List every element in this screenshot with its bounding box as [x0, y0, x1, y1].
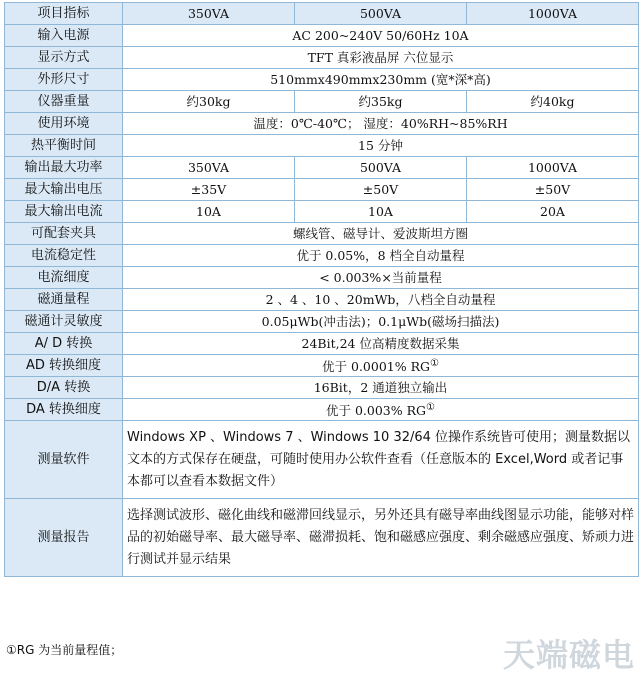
row-value: [123, 245, 639, 267]
model-350va-header: 350VA: [123, 3, 295, 25]
row-value-text: 优于 0.003% RG: [326, 403, 427, 419]
row-value-text: 2 、4 、10 、20mWb，八档全自动量程: [265, 291, 496, 307]
software-text: Windows XP 、Windows 7 、Windows 10 32/64 位操作系统皆可使用；测量数据以文本的方式保存在硬盘，可随时使用办公软件查看（任意版本的 Excel,Word 或者记事本都可以查看本数据文件）: [123, 421, 639, 499]
row-label: 测量软件: [5, 421, 123, 499]
row-label: 外形尺寸: [5, 69, 123, 91]
table-row: [5, 289, 639, 311]
row-value: [123, 267, 639, 289]
table-row: [5, 311, 639, 333]
row-value-text: < 0.003%×当前量程: [319, 269, 442, 285]
row-value-text: 优于 0.0001% RG: [322, 359, 430, 375]
row-value: [123, 355, 639, 377]
table-row: [5, 355, 639, 377]
table-row: [5, 25, 639, 47]
row-label: 磁通量程: [5, 289, 123, 311]
row-value: 10A: [123, 201, 295, 223]
footnote-mark: ①: [430, 357, 439, 369]
row-label: 电流细度: [5, 267, 123, 289]
row-value: [123, 223, 639, 245]
row-label: D/A 转换: [5, 377, 123, 399]
row-value: 20A: [467, 201, 639, 223]
table-row: [5, 201, 639, 223]
model-1000va-header: 1000VA: [467, 3, 639, 25]
table-row: [5, 179, 639, 201]
row-value: [123, 399, 639, 421]
row-label: 可配套夹具: [5, 223, 123, 245]
table-row: [5, 333, 639, 355]
row-value: 约30kg: [123, 91, 295, 113]
table-row: [5, 91, 639, 113]
row-value-text: 温度：0℃-40℃； 湿度：40%RH~85%RH: [253, 115, 508, 131]
row-label: A/ D 转换: [5, 333, 123, 355]
row-label: 显示方式: [5, 47, 123, 69]
row-value: 1000VA: [467, 157, 639, 179]
row-label: 使用环境: [5, 113, 123, 135]
row-label: 最大输出电压: [5, 179, 123, 201]
row-label: 输入电源: [5, 25, 123, 47]
row-value: [123, 47, 639, 69]
row-value: 350VA: [123, 157, 295, 179]
table-row: [5, 69, 639, 91]
row-value: [123, 25, 639, 47]
table-header-row: [5, 3, 639, 25]
row-value: ±35V: [123, 179, 295, 201]
row-value-text: 15 分钟: [358, 137, 403, 153]
row-value: 约35kg: [295, 91, 467, 113]
row-value: [123, 333, 639, 355]
row-label: 电流稳定性: [5, 245, 123, 267]
table-row: [5, 223, 639, 245]
software-row: [5, 421, 639, 499]
row-value: 约40kg: [467, 91, 639, 113]
row-value-text: 螺线管、磁导计、爱波斯坦方圈: [292, 225, 468, 241]
row-value: ±50V: [295, 179, 467, 201]
watermark-logo: 天端磁电: [502, 636, 635, 674]
row-value: [123, 113, 639, 135]
row-label: 测量报告: [5, 499, 123, 577]
footnote-mark: ①: [426, 401, 435, 413]
row-label: 仪器重量: [5, 91, 123, 113]
row-value-text: 24Bit,24 位高精度数据采集: [301, 335, 460, 351]
row-value-text: 0.05μWb(冲击法)；0.1μWb(磁场扫描法): [261, 313, 500, 329]
table-row: [5, 113, 639, 135]
row-value: [123, 135, 639, 157]
table-row: [5, 377, 639, 399]
row-label: 输出最大功率: [5, 157, 123, 179]
table-row: [5, 245, 639, 267]
row-value-text: AC 200~240V 50/60Hz 10A: [292, 27, 469, 43]
table-row: [5, 47, 639, 69]
row-value: [123, 69, 639, 91]
table-row: [5, 399, 639, 421]
row-value: [123, 311, 639, 333]
row-value-text: 510mmx490mmx230mm (宽*深*高): [270, 71, 491, 87]
row-value: 500VA: [295, 157, 467, 179]
row-value-text: 16Bit，2 通道独立输出: [313, 379, 448, 395]
model-500va-header: 500VA: [295, 3, 467, 25]
row-label: DA 转换细度: [5, 399, 123, 421]
row-value-text: TFT 真彩液晶屏 六位显示: [307, 49, 454, 65]
report-row: [5, 499, 639, 577]
row-label: AD 转换细度: [5, 355, 123, 377]
spec-table: [4, 2, 639, 577]
row-label: 最大输出电流: [5, 201, 123, 223]
row-label: 热平衡时间: [5, 135, 123, 157]
row-value: [123, 377, 639, 399]
table-row: [5, 135, 639, 157]
report-text: 选择测试波形、磁化曲线和磁滞回线显示，另外还具有磁导率曲线图显示功能，能够对样品的初始磁导率、最大磁导率、磁滞损耗、饱和磁感应强度、剩余磁感应强度、矫顽力进行测试并显示结果: [123, 499, 639, 577]
row-value: ±50V: [467, 179, 639, 201]
row-value-text: 优于 0.05%，8 档全自动量程: [296, 247, 465, 263]
table-row: [5, 157, 639, 179]
header-label: 项目指标: [5, 3, 123, 25]
row-value: 10A: [295, 201, 467, 223]
row-label: 磁通计灵敏度: [5, 311, 123, 333]
footnote: ①RG 为当前量程值；: [6, 643, 123, 657]
table-row: [5, 267, 639, 289]
row-value: [123, 289, 639, 311]
